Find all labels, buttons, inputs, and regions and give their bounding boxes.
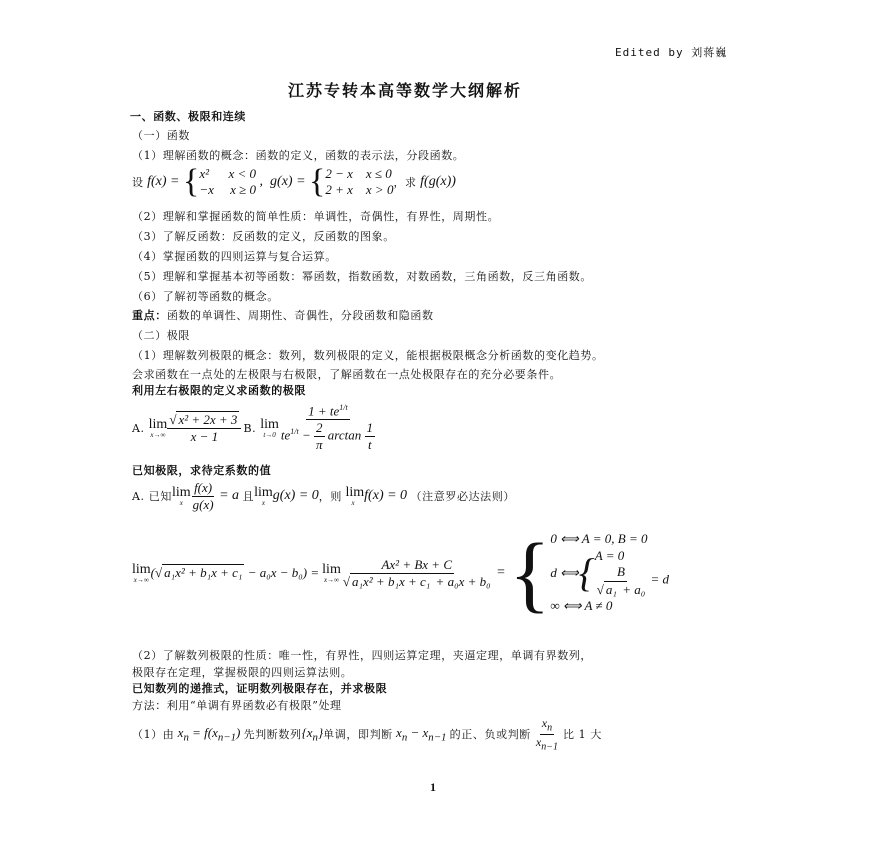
key-label: 重点： bbox=[132, 309, 167, 322]
formula-suffix: ，求 bbox=[393, 176, 417, 189]
step-part: 先判断数列 bbox=[243, 728, 302, 741]
key-text: 函数的单调性、周期性、奇偶性，分段函数和隐函数 bbox=[166, 309, 434, 322]
paragraph: （2）了解数列极限的性质：唯一性，有界性，四则运算定理，夹逼定理，单调有界数列， bbox=[132, 649, 592, 662]
coef-then: ，则 bbox=[318, 490, 342, 503]
step-part: 的正、负或判断 bbox=[449, 728, 531, 741]
bold-heading: 已知数列的递推式，证明数列极限存在，并求极限 bbox=[132, 682, 388, 695]
coef-note: （注意罗必达法则） bbox=[410, 490, 515, 503]
paragraph: （1）理解数列极限的概念：数列，数列极限的定义，能根据极限概念分析函数的变化趋势。 bbox=[132, 349, 604, 362]
bold-heading: 利用左右极限的定义求函数的极限 bbox=[132, 384, 306, 397]
paragraph: （6）了解初等函数的概念。 bbox=[132, 290, 279, 303]
recursion-step: （1）由 $x_n = f(x_{n-1})$ 先判断数列 $\{x_n\}$ 单调，即判断 $x_n - x_{n-1}$ 的正、负或判断 $\frac{x_n}{x_{n-1}}$ 比 1 大 bbox=[132, 716, 602, 752]
piecewise-formula: 设 f(x) = { x² x < 0 −x x ≥ 0 , g(x) = { 2 − x x ≤ 0 2 + x x > 0 ，求 f(g(x)) bbox=[132, 163, 456, 200]
subsection-heading: （一）函数 bbox=[132, 129, 190, 142]
paragraph: （3）了解反函数：反函数的定义，反函数的图象。 bbox=[132, 230, 395, 243]
paragraph: 方法：利用“单调有界函数必有极限”处理 bbox=[132, 699, 342, 712]
formula-prefix: 设 bbox=[132, 176, 144, 189]
step-part: 单调，即判断 bbox=[323, 728, 393, 741]
page-number: 1 bbox=[430, 780, 436, 794]
bold-heading: 已知极限，求待定系数的值 bbox=[132, 464, 272, 477]
page-title: 江苏专转本高等数学大纲解析 bbox=[288, 81, 523, 100]
key-point bbox=[132, 307, 434, 323]
coefficient-example: A. 已知 lim x $\frac{f(x)}{g(x)}$ = a 且 lim x g(x) = 0 ，则 lim x f(x) = 0 （注意罗必达法则） bbox=[132, 479, 515, 512]
edited-by: Edited by 刘蒋巍 bbox=[615, 46, 728, 59]
paragraph: （2）理解和掌握函数的简单性质：单调性，奇偶性，有界性，周期性。 bbox=[132, 210, 500, 223]
section-heading: 一、函数、极限和连续 bbox=[130, 110, 246, 123]
coef-prefix: 已知 bbox=[148, 490, 172, 503]
limit-formula: lim x→∞ (√ a₁x² + b₁x + c₁ − a₀x − b₀) = lim x→∞ $\frac{\text{Ax² + Bx + C}}{\text{√ a₁x² + b₁x + c₁ + a₀x + b₀}}$ = { 0 ⟺ A = 0, B = 0 d ⟺ { A = 0 $\frac{B}{\text{√ a₁ + a₀}}$ = d ∞ ⟺ A ≠ 0 bbox=[132, 525, 670, 621]
paragraph: （1）理解函数的概念：函数的定义，函数的表示法，分段函数。 bbox=[132, 149, 465, 162]
limit-examples: A. lim x→∞ $\frac{\text{√ x² + 2x + 3}}{x - 1}$ B. lim t→0 $1 + te^{1/t}$ $te^{1/t}$ − $\frac{2}{\pi}$ arctan $\frac{1}{t}$ bbox=[132, 402, 373, 453]
paragraph: 极限存在定理，掌握极限的四则运算法则。 bbox=[132, 666, 353, 679]
paragraph: （5）理解和掌握基本初等函数：幂函数，指数函数，对数函数，三角函数，反三角函数。 bbox=[132, 270, 592, 283]
paragraph: 会求函数在一点处的左极限与右极限，了解函数在一点处极限存在的充分必要条件。 bbox=[132, 368, 562, 381]
subsection-heading: （二）极限 bbox=[132, 329, 190, 342]
step-part: 比 1 大 bbox=[562, 728, 602, 741]
label-b: B. bbox=[243, 421, 257, 435]
coef-and: 且 bbox=[242, 490, 255, 503]
label-a: A. bbox=[132, 421, 145, 435]
step-part: （1）由 bbox=[132, 728, 175, 741]
paragraph: （4）掌握函数的四则运算与复合运算。 bbox=[132, 250, 337, 263]
